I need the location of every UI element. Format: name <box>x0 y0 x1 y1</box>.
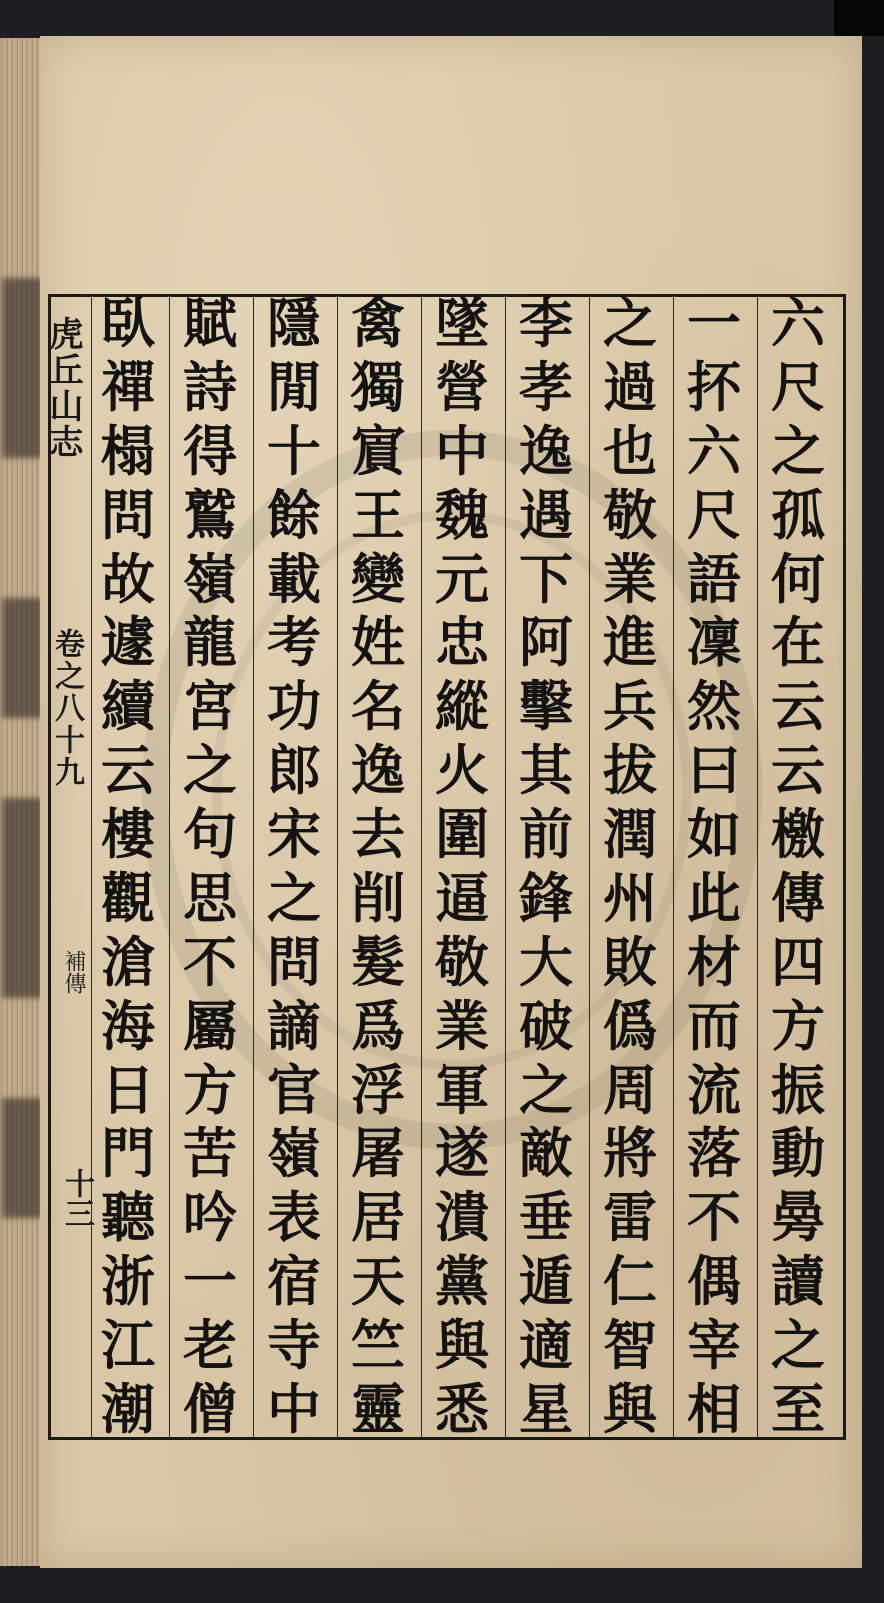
glyph: 振 <box>771 1057 825 1122</box>
text-column <box>90 291 166 1441</box>
glyph: 逸 <box>519 418 573 483</box>
glyph: 續 <box>101 674 155 739</box>
glyph: 下 <box>519 546 573 611</box>
glyph: 賔 <box>351 418 405 483</box>
text-column <box>676 291 752 1441</box>
glyph: 火 <box>435 738 489 803</box>
glyph: 逸 <box>351 738 405 803</box>
glyph: 傳 <box>771 865 825 930</box>
glyph: 四 <box>771 929 825 994</box>
glyph: 嶺 <box>183 546 237 611</box>
glyph: 兵 <box>603 674 657 739</box>
glyph: 相 <box>687 1376 741 1441</box>
glyph: 賦 <box>183 291 237 355</box>
text-column <box>172 291 248 1441</box>
glyph: 禪 <box>101 354 155 419</box>
glyph: 十 <box>267 418 321 483</box>
glyph: 之 <box>603 291 657 355</box>
glyph: 不 <box>687 1185 741 1250</box>
glyph: 吟 <box>183 1185 237 1250</box>
glyph: 州 <box>603 865 657 930</box>
glyph: 孤 <box>771 482 825 547</box>
glyph: 遂 <box>435 1121 489 1186</box>
glyph: 僞 <box>603 993 657 1058</box>
glyph: 餘 <box>267 482 321 547</box>
glyph: 之 <box>771 1313 825 1377</box>
text-column <box>424 291 500 1441</box>
glyph: 軍 <box>435 1057 489 1122</box>
glyph: 而 <box>687 993 741 1058</box>
volume-label: 卷之八十九 <box>49 628 84 788</box>
glyph: 老 <box>183 1313 237 1377</box>
glyph: 居 <box>351 1185 405 1250</box>
glyph: 遇 <box>519 482 573 547</box>
glyph: 思 <box>183 865 237 930</box>
glyph: 聽 <box>101 1185 155 1250</box>
glyph: 云 <box>771 738 825 803</box>
glyph: 榻 <box>101 418 155 483</box>
glyph: 潤 <box>603 802 657 866</box>
glyph: 載 <box>267 546 321 611</box>
glyph: 黨 <box>435 1249 489 1314</box>
glyph: 營 <box>435 354 489 419</box>
glyph: 讀 <box>771 1249 825 1314</box>
glyph: 江 <box>101 1313 155 1377</box>
glyph: 問 <box>101 482 155 547</box>
glyph: 之 <box>267 865 321 930</box>
glyph: 業 <box>603 546 657 611</box>
glyph: 故 <box>101 546 155 611</box>
text-column <box>340 291 416 1441</box>
glyph: 材 <box>687 929 741 994</box>
glyph: 考 <box>267 610 321 675</box>
glyph: 六 <box>687 418 741 483</box>
glyph: 屬 <box>183 993 237 1058</box>
glyph: 遽 <box>101 610 155 675</box>
glyph: 流 <box>687 1057 741 1122</box>
glyph: 語 <box>687 546 741 611</box>
section-label: 補傳 <box>61 950 86 994</box>
glyph: 中 <box>435 418 489 483</box>
glyph: 天 <box>351 1249 405 1314</box>
glyph: 竺 <box>351 1313 405 1377</box>
glyph: 偶 <box>687 1249 741 1314</box>
glyph: 凜 <box>687 610 741 675</box>
glyph: 動 <box>771 1121 825 1186</box>
glyph: 滄 <box>101 929 155 994</box>
glyph: 至 <box>771 1376 825 1441</box>
glyph: 縱 <box>435 674 489 739</box>
glyph: 僧 <box>183 1376 237 1441</box>
glyph: 屠 <box>351 1121 405 1186</box>
glyph: 宿 <box>267 1249 321 1314</box>
glyph: 爲 <box>351 993 405 1058</box>
glyph: 寺 <box>267 1313 321 1377</box>
glyph: 曰 <box>687 738 741 803</box>
glyph: 獨 <box>351 354 405 419</box>
glyph: 變 <box>351 546 405 611</box>
glyph: 過 <box>603 354 657 419</box>
glyph: 云 <box>771 674 825 739</box>
glyph: 宰 <box>687 1313 741 1377</box>
glyph: 鋒 <box>519 865 573 930</box>
glyph: 逼 <box>435 865 489 930</box>
glyph: 潰 <box>435 1185 489 1250</box>
glyph: 阿 <box>519 610 573 675</box>
glyph: 一 <box>183 1249 237 1314</box>
glyph: 也 <box>603 418 657 483</box>
glyph: 謫 <box>267 993 321 1058</box>
glyph: 名 <box>351 674 405 739</box>
glyph: 檄 <box>771 802 825 866</box>
glyph: 抔 <box>687 354 741 419</box>
glyph: 門 <box>101 1121 155 1186</box>
glyph: 浙 <box>101 1249 155 1314</box>
glyph: 仁 <box>603 1249 657 1314</box>
glyph: 李 <box>519 291 573 355</box>
glyph: 宮 <box>183 674 237 739</box>
glyph: 落 <box>687 1121 741 1186</box>
glyph: 元 <box>435 546 489 611</box>
glyph: 隱 <box>267 291 321 355</box>
glyph: 表 <box>267 1185 321 1250</box>
glyph: 周 <box>603 1057 657 1122</box>
glyph: 魏 <box>435 482 489 547</box>
glyph: 鷲 <box>183 482 237 547</box>
glyph: 敵 <box>519 1121 573 1186</box>
glyph: 擊 <box>519 674 573 739</box>
text-column <box>508 291 584 1441</box>
book-title: 虎丘山志 <box>43 316 83 460</box>
glyph: 日 <box>101 1057 155 1122</box>
glyph: 禽 <box>351 291 405 355</box>
glyph: 靈 <box>351 1376 405 1441</box>
glyph: 此 <box>687 865 741 930</box>
glyph: 嶺 <box>267 1121 321 1186</box>
glyph: 敬 <box>603 482 657 547</box>
glyph: 方 <box>771 993 825 1058</box>
glyph: 潮 <box>101 1376 155 1441</box>
scan-background-corner <box>834 0 884 36</box>
glyph: 雷 <box>603 1185 657 1250</box>
glyph: 句 <box>183 802 237 866</box>
glyph: 六 <box>771 291 825 355</box>
glyph: 智 <box>603 1313 657 1377</box>
glyph: 之 <box>183 738 237 803</box>
glyph: 問 <box>267 929 321 994</box>
text-column <box>760 291 836 1441</box>
glyph: 不 <box>183 929 237 994</box>
glyph: 與 <box>435 1313 489 1377</box>
glyph: 王 <box>351 482 405 547</box>
glyph: 然 <box>687 674 741 739</box>
glyph: 海 <box>101 993 155 1058</box>
text-column <box>256 291 332 1441</box>
glyph: 墜 <box>435 291 489 355</box>
glyph: 垂 <box>519 1185 573 1250</box>
glyph: 業 <box>435 993 489 1058</box>
glyph: 遁 <box>519 1249 573 1314</box>
glyph: 孝 <box>519 354 573 419</box>
glyph: 其 <box>519 738 573 803</box>
glyph: 敬 <box>435 929 489 994</box>
glyph: 官 <box>267 1057 321 1122</box>
glyph: 適 <box>519 1313 573 1377</box>
glyph: 將 <box>603 1121 657 1186</box>
glyph: 宋 <box>267 802 321 866</box>
glyph: 云 <box>101 738 155 803</box>
glyph: 功 <box>267 674 321 739</box>
glyph: 圍 <box>435 802 489 866</box>
glyph: 與 <box>603 1376 657 1441</box>
glyph: 㬅 <box>771 1185 825 1250</box>
glyph: 樓 <box>101 802 155 866</box>
margin-column <box>43 298 94 1438</box>
glyph: 拔 <box>603 738 657 803</box>
glyph: 一 <box>687 291 741 355</box>
glyph: 星 <box>519 1376 573 1441</box>
glyph: 髮 <box>351 929 405 994</box>
glyph: 詩 <box>183 354 237 419</box>
glyph: 如 <box>687 802 741 866</box>
glyph: 郎 <box>267 738 321 803</box>
glyph: 觀 <box>101 865 155 930</box>
glyph: 浮 <box>351 1057 405 1122</box>
glyph: 得 <box>183 418 237 483</box>
glyph: 削 <box>351 865 405 930</box>
glyph: 姓 <box>351 610 405 675</box>
glyph: 方 <box>183 1057 237 1122</box>
glyph: 臥 <box>101 291 155 355</box>
glyph: 悉 <box>435 1376 489 1441</box>
glyph: 尺 <box>687 482 741 547</box>
glyph: 苦 <box>183 1121 237 1186</box>
glyph: 閒 <box>267 354 321 419</box>
glyph: 前 <box>519 802 573 866</box>
glyph: 何 <box>771 546 825 611</box>
glyph: 去 <box>351 802 405 866</box>
glyph: 尺 <box>771 354 825 419</box>
text-column <box>592 291 668 1441</box>
glyph: 進 <box>603 610 657 675</box>
glyph: 之 <box>519 1057 573 1122</box>
glyph: 大 <box>519 929 573 994</box>
glyph: 中 <box>267 1376 321 1441</box>
folio-number: 十三 <box>59 1168 94 1228</box>
glyph: 龍 <box>183 610 237 675</box>
glyph: 敗 <box>603 929 657 994</box>
glyph: 破 <box>519 993 573 1058</box>
glyph: 在 <box>771 610 825 675</box>
glyph: 之 <box>771 418 825 483</box>
glyph: 忠 <box>435 610 489 675</box>
